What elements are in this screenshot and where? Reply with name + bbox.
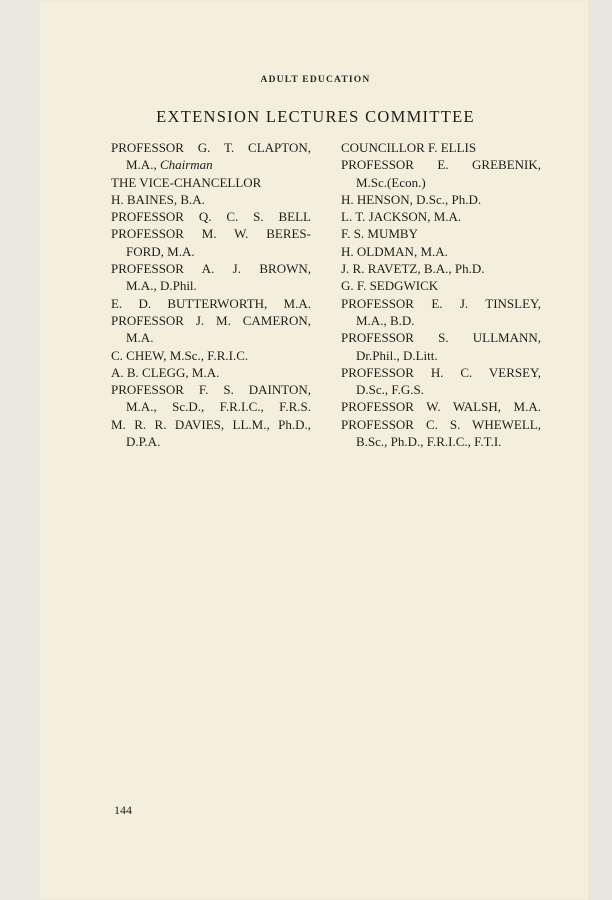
member-line: J. R. RAVETZ, B.A., Ph.D.	[341, 261, 485, 277]
member-entry	[111, 208, 311, 225]
member-line: M.A.	[126, 330, 154, 346]
member-line: L. T. JACKSON, M.A.	[341, 209, 462, 225]
member-entry	[111, 364, 311, 381]
member-line: H. OLDMAN, M.A.	[341, 243, 448, 259]
member-entry	[111, 312, 311, 347]
member-entry	[341, 139, 541, 156]
member-line: H. HENSON, D.Sc., Ph.D.	[341, 191, 482, 207]
member-entry	[111, 139, 311, 174]
member-entry	[111, 381, 311, 416]
member-entry	[111, 260, 311, 295]
member-line: M. R. R. DAVIES, LL.M., Ph.D.,	[111, 416, 311, 432]
page-title: EXTENSION LECTURES COMMITTEE	[156, 107, 475, 126]
member-line: PROFESSOR F. S. DAINTON,	[111, 382, 311, 398]
member-entry	[341, 243, 541, 260]
member-entry	[341, 208, 541, 225]
member-entry	[341, 191, 541, 208]
member-line: PROFESSOR M. W. BERES-	[111, 226, 311, 242]
member-line: Dr.Phil., D.Litt.	[356, 347, 438, 363]
member-degree: M.A.,	[126, 157, 160, 173]
page-number: 144	[114, 803, 132, 817]
member-entry	[341, 295, 541, 330]
member-line: D.P.A.	[126, 434, 161, 450]
member-line: M.Sc.(Econ.)	[356, 174, 426, 190]
member-line: G. F. SEDGWICK	[341, 278, 439, 294]
member-line: E. D. BUTTERWORTH, M.A.	[111, 295, 311, 311]
member-entry	[341, 364, 541, 399]
member-line: B.Sc., Ph.D., F.R.I.C., F.T.I.	[356, 434, 502, 450]
member-entry	[111, 347, 311, 364]
left-member-column	[111, 139, 311, 450]
member-line: M.A., D.Phil.	[126, 278, 197, 294]
member-line: FORD, M.A.	[126, 243, 195, 259]
member-line: PROFESSOR H. C. VERSEY,	[341, 364, 541, 380]
member-entry	[111, 174, 311, 191]
member-entry	[111, 225, 311, 260]
chairman-role: Chairman	[159, 157, 213, 173]
page-edge-margin	[591, 0, 612, 900]
member-line: M.A., Sc.D., F.R.I.C., F.R.S.	[126, 399, 311, 415]
member-line: M.A., B.D.	[356, 312, 415, 328]
member-line: C. CHEW, M.Sc., F.R.I.C.	[111, 347, 249, 363]
member-entry	[341, 156, 541, 191]
member-entry	[111, 416, 311, 451]
member-line: COUNCILLOR F. ELLIS	[341, 140, 477, 155]
member-entry	[341, 225, 541, 242]
member-line: PROFESSOR G. T. CLAPTON,	[111, 140, 311, 155]
member-line: H. BAINES, B.A.	[111, 191, 205, 207]
right-member-column	[341, 139, 541, 450]
member-line: A. B. CLEGG, M.A.	[111, 364, 220, 380]
member-entry	[111, 191, 311, 208]
member-entry	[341, 260, 541, 277]
member-line: THE VICE-CHANCELLOR	[111, 174, 262, 190]
member-entry	[111, 295, 311, 312]
member-entry	[341, 398, 541, 415]
member-line: PROFESSOR S. ULLMANN,	[341, 330, 541, 346]
member-line: PROFESSOR Q. C. S. BELL	[111, 209, 311, 225]
book-page	[40, 0, 591, 900]
member-line: PROFESSOR A. J. BROWN,	[111, 261, 311, 277]
member-line: F. S. MUMBY	[341, 226, 418, 242]
running-head: ADULT EDUCATION	[260, 75, 371, 85]
member-line	[111, 156, 311, 173]
member-line: PROFESSOR W. WALSH, M.A.	[341, 399, 541, 415]
member-line: D.Sc., F.G.S.	[356, 382, 424, 398]
member-line: PROFESSOR C. S. WHEWELL,	[341, 416, 541, 432]
member-line: PROFESSOR E. J. TINSLEY,	[341, 295, 541, 311]
member-line: PROFESSOR E. GREBENIK,	[341, 157, 541, 173]
member-entry	[341, 329, 541, 364]
member-entry	[341, 416, 541, 451]
member-entry	[341, 277, 541, 294]
member-line: PROFESSOR J. M. CAMERON,	[111, 312, 311, 328]
